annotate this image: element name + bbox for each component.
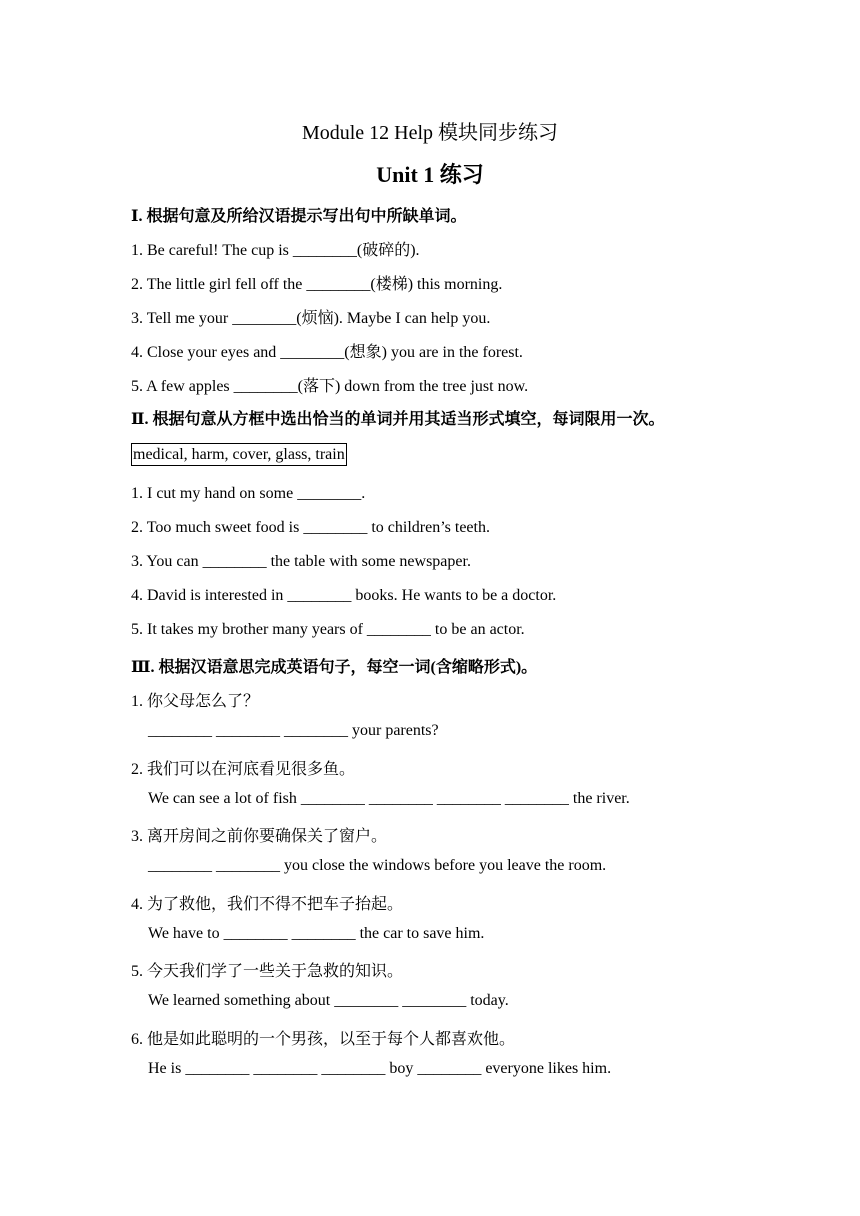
section-3-heading: Ⅲ. 根据汉语意思完成英语句子，每空一词(含缩略形式)。	[131, 659, 538, 676]
section-1-item: 2. The little girl fell off the ________(楼梯) this morning.	[131, 276, 503, 293]
section-1-item: 5. A few apples ________(落下) down from the tree just now.	[131, 378, 529, 395]
section-2-item: 3. You can ________ the table with some newspaper.	[131, 553, 471, 570]
section-3-prompt: 3. 离开房间之前你要确保关了窗户。	[131, 828, 388, 845]
section-2-item: 5. It takes my brother many years of ________ to be an actor.	[131, 621, 525, 638]
section-3-answer: ________ ________ ________ your parents?	[148, 722, 439, 739]
section-2-item: 1. I cut my hand on some ________.	[131, 485, 366, 502]
section-3-prompt: 5. 今天我们学了一些关于急救的知识。	[131, 963, 404, 980]
section-3-answer: He is ________ ________ ________ boy ________ everyone likes him.	[148, 1060, 612, 1077]
section-1-item: 1. Be careful! The cup is ________(破碎的).	[131, 242, 420, 259]
section-3-answer: ________ ________ you close the windows before you leave the room.	[148, 857, 607, 874]
section-3-prompt: 2. 我们可以在河底看见很多鱼。	[131, 761, 356, 778]
section-3-answer: We learned something about ________ ________ today.	[148, 992, 509, 1009]
section-2-item: 4. David is interested in ________ books. He wants to be a doctor.	[131, 587, 557, 604]
section-3-prompt: 4. 为了救他，我们不得不把车子抬起。	[131, 896, 404, 913]
unit-title: Unit 1 练习	[376, 162, 484, 187]
section-1-item: 4. Close your eyes and ________(想象) you are in the forest.	[131, 344, 523, 361]
section-1-heading: Ⅰ. 根据句意及所给汉语提示写出句中所缺单词。	[131, 208, 467, 225]
module-title: Module 12 Help 模块同步练习	[301, 122, 559, 144]
word-box: medical, harm, cover, glass, train	[131, 443, 347, 466]
section-3-prompt: 1. 你父母怎么了？	[131, 693, 260, 710]
section-1-item: 3. Tell me your ________(烦恼). Maybe I can help you.	[131, 310, 491, 327]
section-3-answer: We have to ________ ________ the car to save him.	[148, 925, 485, 942]
section-3-answer: We can see a lot of fish ________ ________ ________ ________ the river.	[148, 790, 630, 807]
section-2-heading: Ⅱ. 根据句意从方框中选出恰当的单词并用其适当形式填空，每词限用一次。	[131, 411, 665, 428]
section-2-item: 2. Too much sweet food is ________ to children’s teeth.	[131, 519, 490, 536]
section-3-prompt: 6. 他是如此聪明的一个男孩，以至于每个人都喜欢他。	[131, 1031, 516, 1048]
